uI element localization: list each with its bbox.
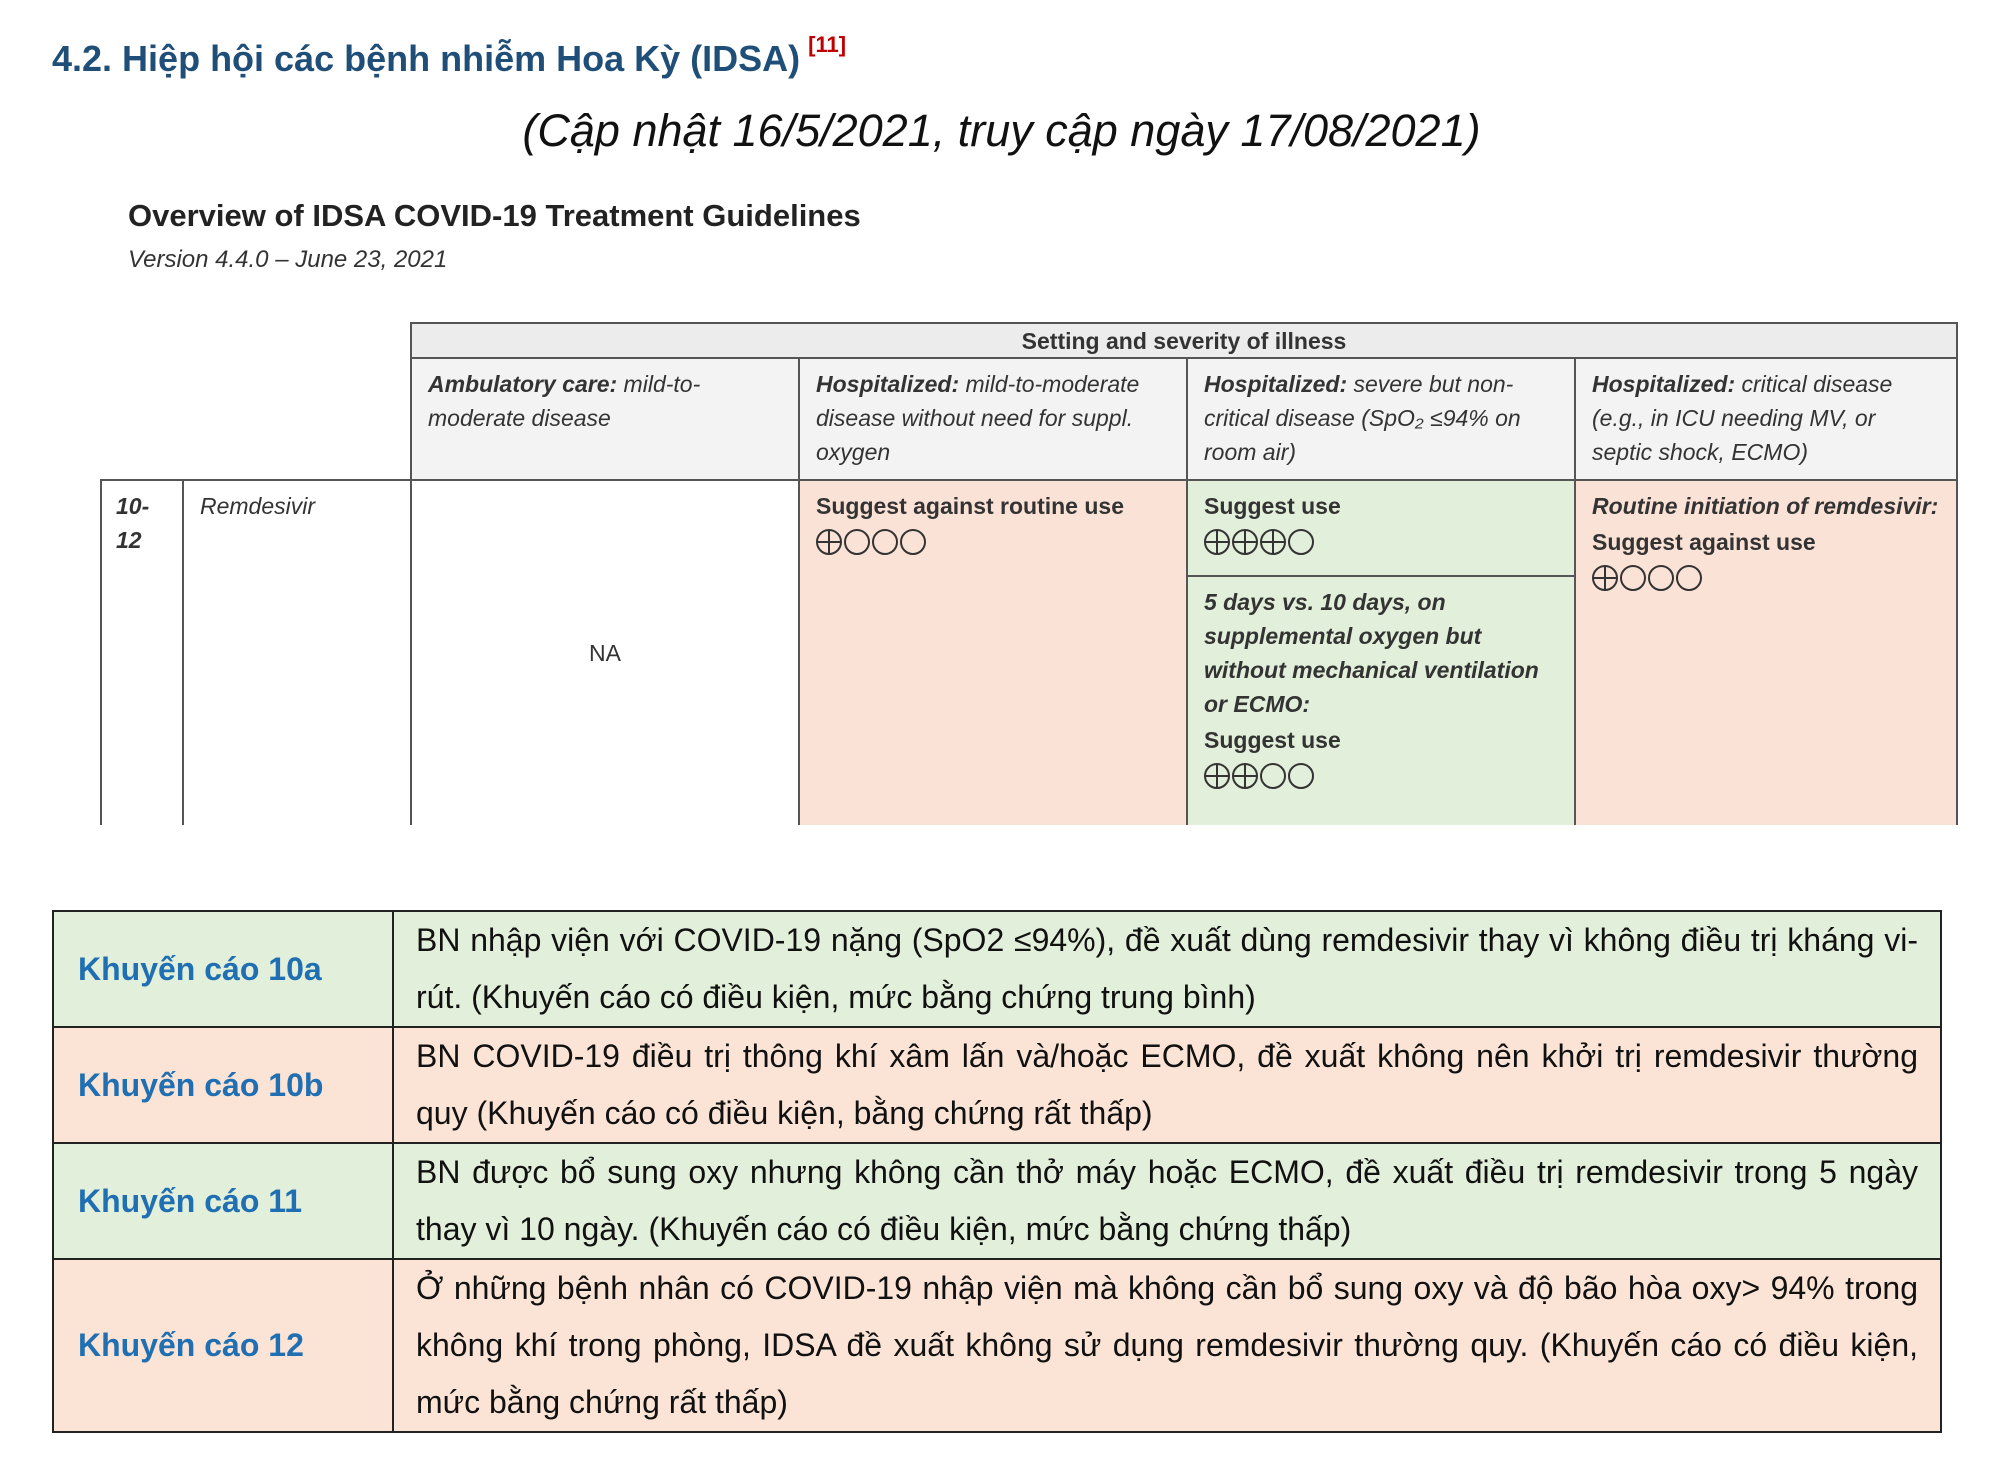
row-drug: Remdesivir (182, 479, 410, 825)
column-header-ambulatory-rest: mild-to-moderate disease (428, 371, 701, 431)
certainty-filled-icon (1232, 529, 1258, 555)
column-header-hospital-mild-rest: mild-to-moderate disease without need for suppl. oxygen (816, 371, 1140, 465)
certainty-filled-icon (1204, 763, 1230, 789)
recommendation-label: Khuyến cáo 10b (53, 1027, 393, 1143)
critical-recommendation: Suggest against use (1592, 529, 1816, 555)
column-header-hospital-severe (1186, 359, 1574, 481)
duration-certainty (1204, 763, 1558, 789)
severe-certainty (1204, 529, 1558, 555)
severe-cell-bottom (1186, 577, 1574, 825)
column-header-ambulatory (410, 359, 798, 481)
recommendation-row (53, 911, 1941, 1027)
recommendation-row (53, 1259, 1941, 1432)
certainty-filled-icon (1232, 763, 1258, 789)
section-heading (52, 32, 847, 80)
certainty-filled-icon (1592, 565, 1618, 591)
certainty-filled-icon (1204, 529, 1230, 555)
overview-version: Version 4.4.0 – June 23, 2021 (128, 246, 448, 273)
column-header-hospital-mild (798, 359, 1186, 481)
recommendation-label: Khuyến cáo 11 (53, 1143, 393, 1259)
certainty-empty-icon (1648, 565, 1674, 591)
setting-header: Setting and severity of illness (410, 322, 1958, 359)
certainty-empty-icon (1288, 529, 1314, 555)
section-heading-text: 4.2. Hiệp hội các bệnh nhiễm Hoa Kỳ (IDSA) (52, 38, 801, 79)
update-note: (Cập nhật 16/5/2021, truy cập ngày 17/08/2021) (522, 105, 1481, 156)
severe-cell-top (1186, 479, 1574, 577)
certainty-empty-icon (844, 529, 870, 555)
column-header-hospital-severe-bold: Hospitalized: (1204, 371, 1348, 397)
reference-marker: [11] (808, 32, 847, 57)
certainty-empty-icon (872, 529, 898, 555)
row-number: 10-12 (100, 479, 182, 825)
ambulatory-cell: NA (410, 479, 798, 825)
recommendation-label: Khuyến cáo 12 (53, 1259, 393, 1432)
certainty-empty-icon (1620, 565, 1646, 591)
recommendations-table (52, 910, 1942, 1433)
column-header-hospital-mild-bold: Hospitalized: (816, 371, 960, 397)
certainty-filled-icon (1260, 529, 1286, 555)
certainty-empty-icon (1288, 763, 1314, 789)
recommendation-label: Khuyến cáo 10a (53, 911, 393, 1027)
critical-cell (1574, 479, 1958, 825)
column-header-hospital-severe-rest: severe but non-critical disease (SpO₂ ≤94% on room air) (1204, 371, 1521, 465)
recommendation-text: Ở những bệnh nhân có COVID-19 nhập viện mà không cần bổ sung oxy và độ bão hòa oxy> 94% trong không khí trong phòng, IDSA đề xuất không sử dụng remdesivir thường quy. (Khuyến cáo có điều kiện, mức bằng chứng rất thấp) (393, 1259, 1941, 1432)
mild-recommendation: Suggest against routine use (816, 493, 1124, 519)
mild-cell (798, 479, 1186, 825)
column-header-ambulatory-bold: Ambulatory care: (428, 371, 618, 397)
recommendation-text: BN COVID-19 điều trị thông khí xâm lấn và/hoặc ECMO, đề xuất không nên khởi trị remdesivir thường quy (Khuyến cáo có điều kiện, bằng chứng rất thấp) (393, 1027, 1941, 1143)
recommendation-row (53, 1143, 1941, 1259)
certainty-empty-icon (1676, 565, 1702, 591)
certainty-filled-icon (816, 529, 842, 555)
critical-condition: Routine initiation of remdesivir: (1592, 493, 1939, 519)
recommendation-row (53, 1027, 1941, 1143)
mild-certainty (816, 529, 1170, 555)
column-header-hospital-critical-rest: critical disease (e.g., in ICU needing MV, or septic shock, ECMO) (1592, 371, 1893, 465)
column-header-hospital-critical-bold: Hospitalized: (1592, 371, 1736, 397)
overview-title: Overview of IDSA COVID-19 Treatment Guidelines (128, 198, 861, 233)
duration-recommendation: Suggest use (1204, 727, 1341, 753)
recommendation-text: BN được bổ sung oxy nhưng không cần thở máy hoặc ECMO, đề xuất điều trị remdesivir trong 5 ngày thay vì 10 ngày. (Khuyến cáo có điều kiện, mức bằng chứng thấp) (393, 1143, 1941, 1259)
severe-recommendation: Suggest use (1204, 493, 1341, 519)
critical-certainty (1592, 565, 1940, 591)
duration-condition: 5 days vs. 10 days, on supplemental oxygen but without mechanical ventilation or ECMO: (1204, 589, 1539, 717)
recommendation-text: BN nhập viện với COVID-19 nặng (SpO2 ≤94%), đề xuất dùng remdesivir thay vì không điều trị kháng vi-rút. (Khuyến cáo có điều kiện, mức bằng chứng trung bình) (393, 911, 1941, 1027)
column-header-hospital-critical (1574, 359, 1958, 481)
certainty-empty-icon (1260, 763, 1286, 789)
certainty-empty-icon (900, 529, 926, 555)
